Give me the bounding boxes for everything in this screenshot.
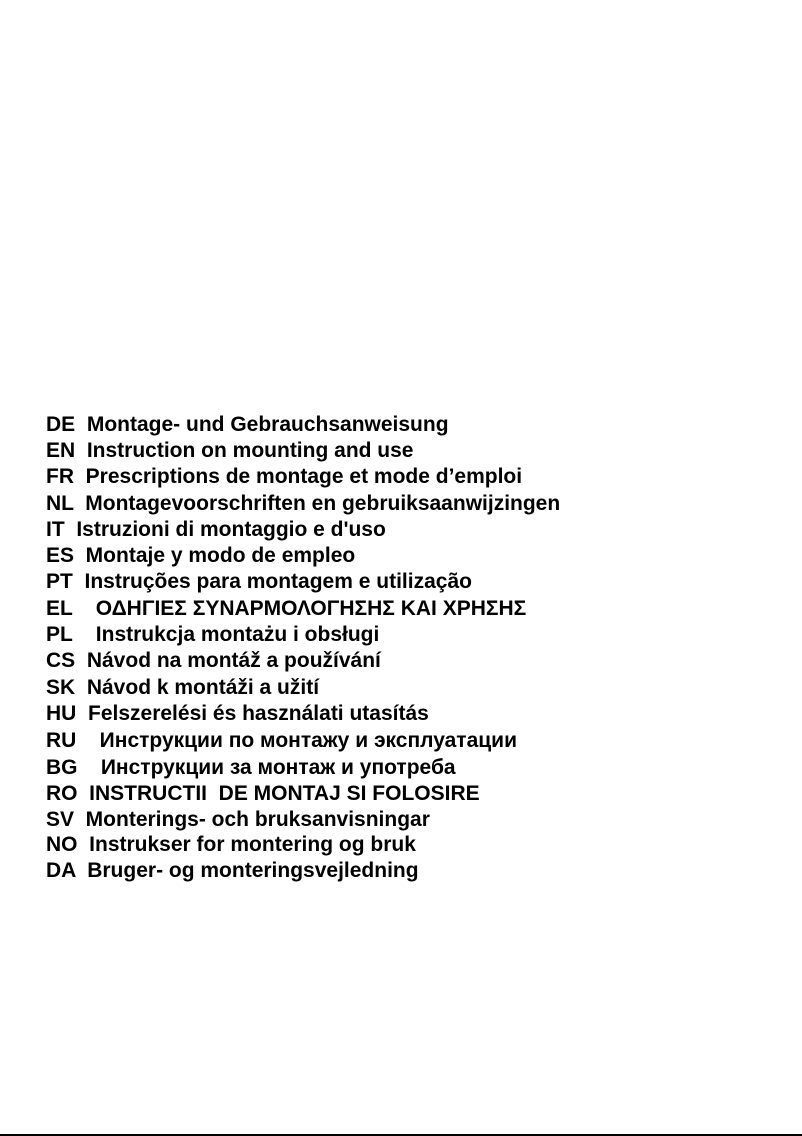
language-line-de: DE Montage- und Gebrauchsanweisung (46, 413, 449, 436)
language-line-pt: PT Instruções para montagem e utilização (46, 570, 472, 593)
language-line-no: NO Instrukser for montering og bruk (46, 833, 416, 856)
language-line-es: ES Montaje y modo de empleo (46, 544, 356, 567)
language-line-fr: FR Prescriptions de montage et mode d’emploi (46, 465, 523, 488)
language-line-da: DA Bruger- og monteringsvejledning (46, 859, 419, 882)
language-line-sk: SK Návod k montáži a užití (46, 676, 320, 699)
language-line-cs: CS Návod na montáž a používání (46, 649, 381, 672)
language-line-hu: HU Felszerelési és használati utasítás (46, 702, 429, 725)
language-line-nl: NL Montagevoorschriften en gebruiksaanwijzingen (46, 492, 561, 515)
language-line-ro: RO INSTRUCTII DE MONTAJ SI FOLOSIRE (46, 782, 480, 805)
language-line-sv: SV Monterings- och bruksanvisningar (46, 808, 430, 831)
language-line-bg: BG Инструкции за монтаж и употреба (46, 756, 456, 779)
language-line-en: EN Instruction on mounting and use (46, 439, 414, 462)
language-line-pl: PL Instrukcja montażu i obsługi (46, 623, 380, 646)
language-line-it: IT Istruzioni di montaggio e d'uso (46, 518, 386, 541)
language-line-ru: RU Инструкции по монтажу и эксплуатации (46, 729, 517, 752)
language-line-el: EL ΟΔΗΓΙΕΣ ΣΥΝΑΡΜΟΛΟΓΗΣΗΣ ΚΑΙ ΧΡΗΣΗΣ (46, 597, 527, 620)
